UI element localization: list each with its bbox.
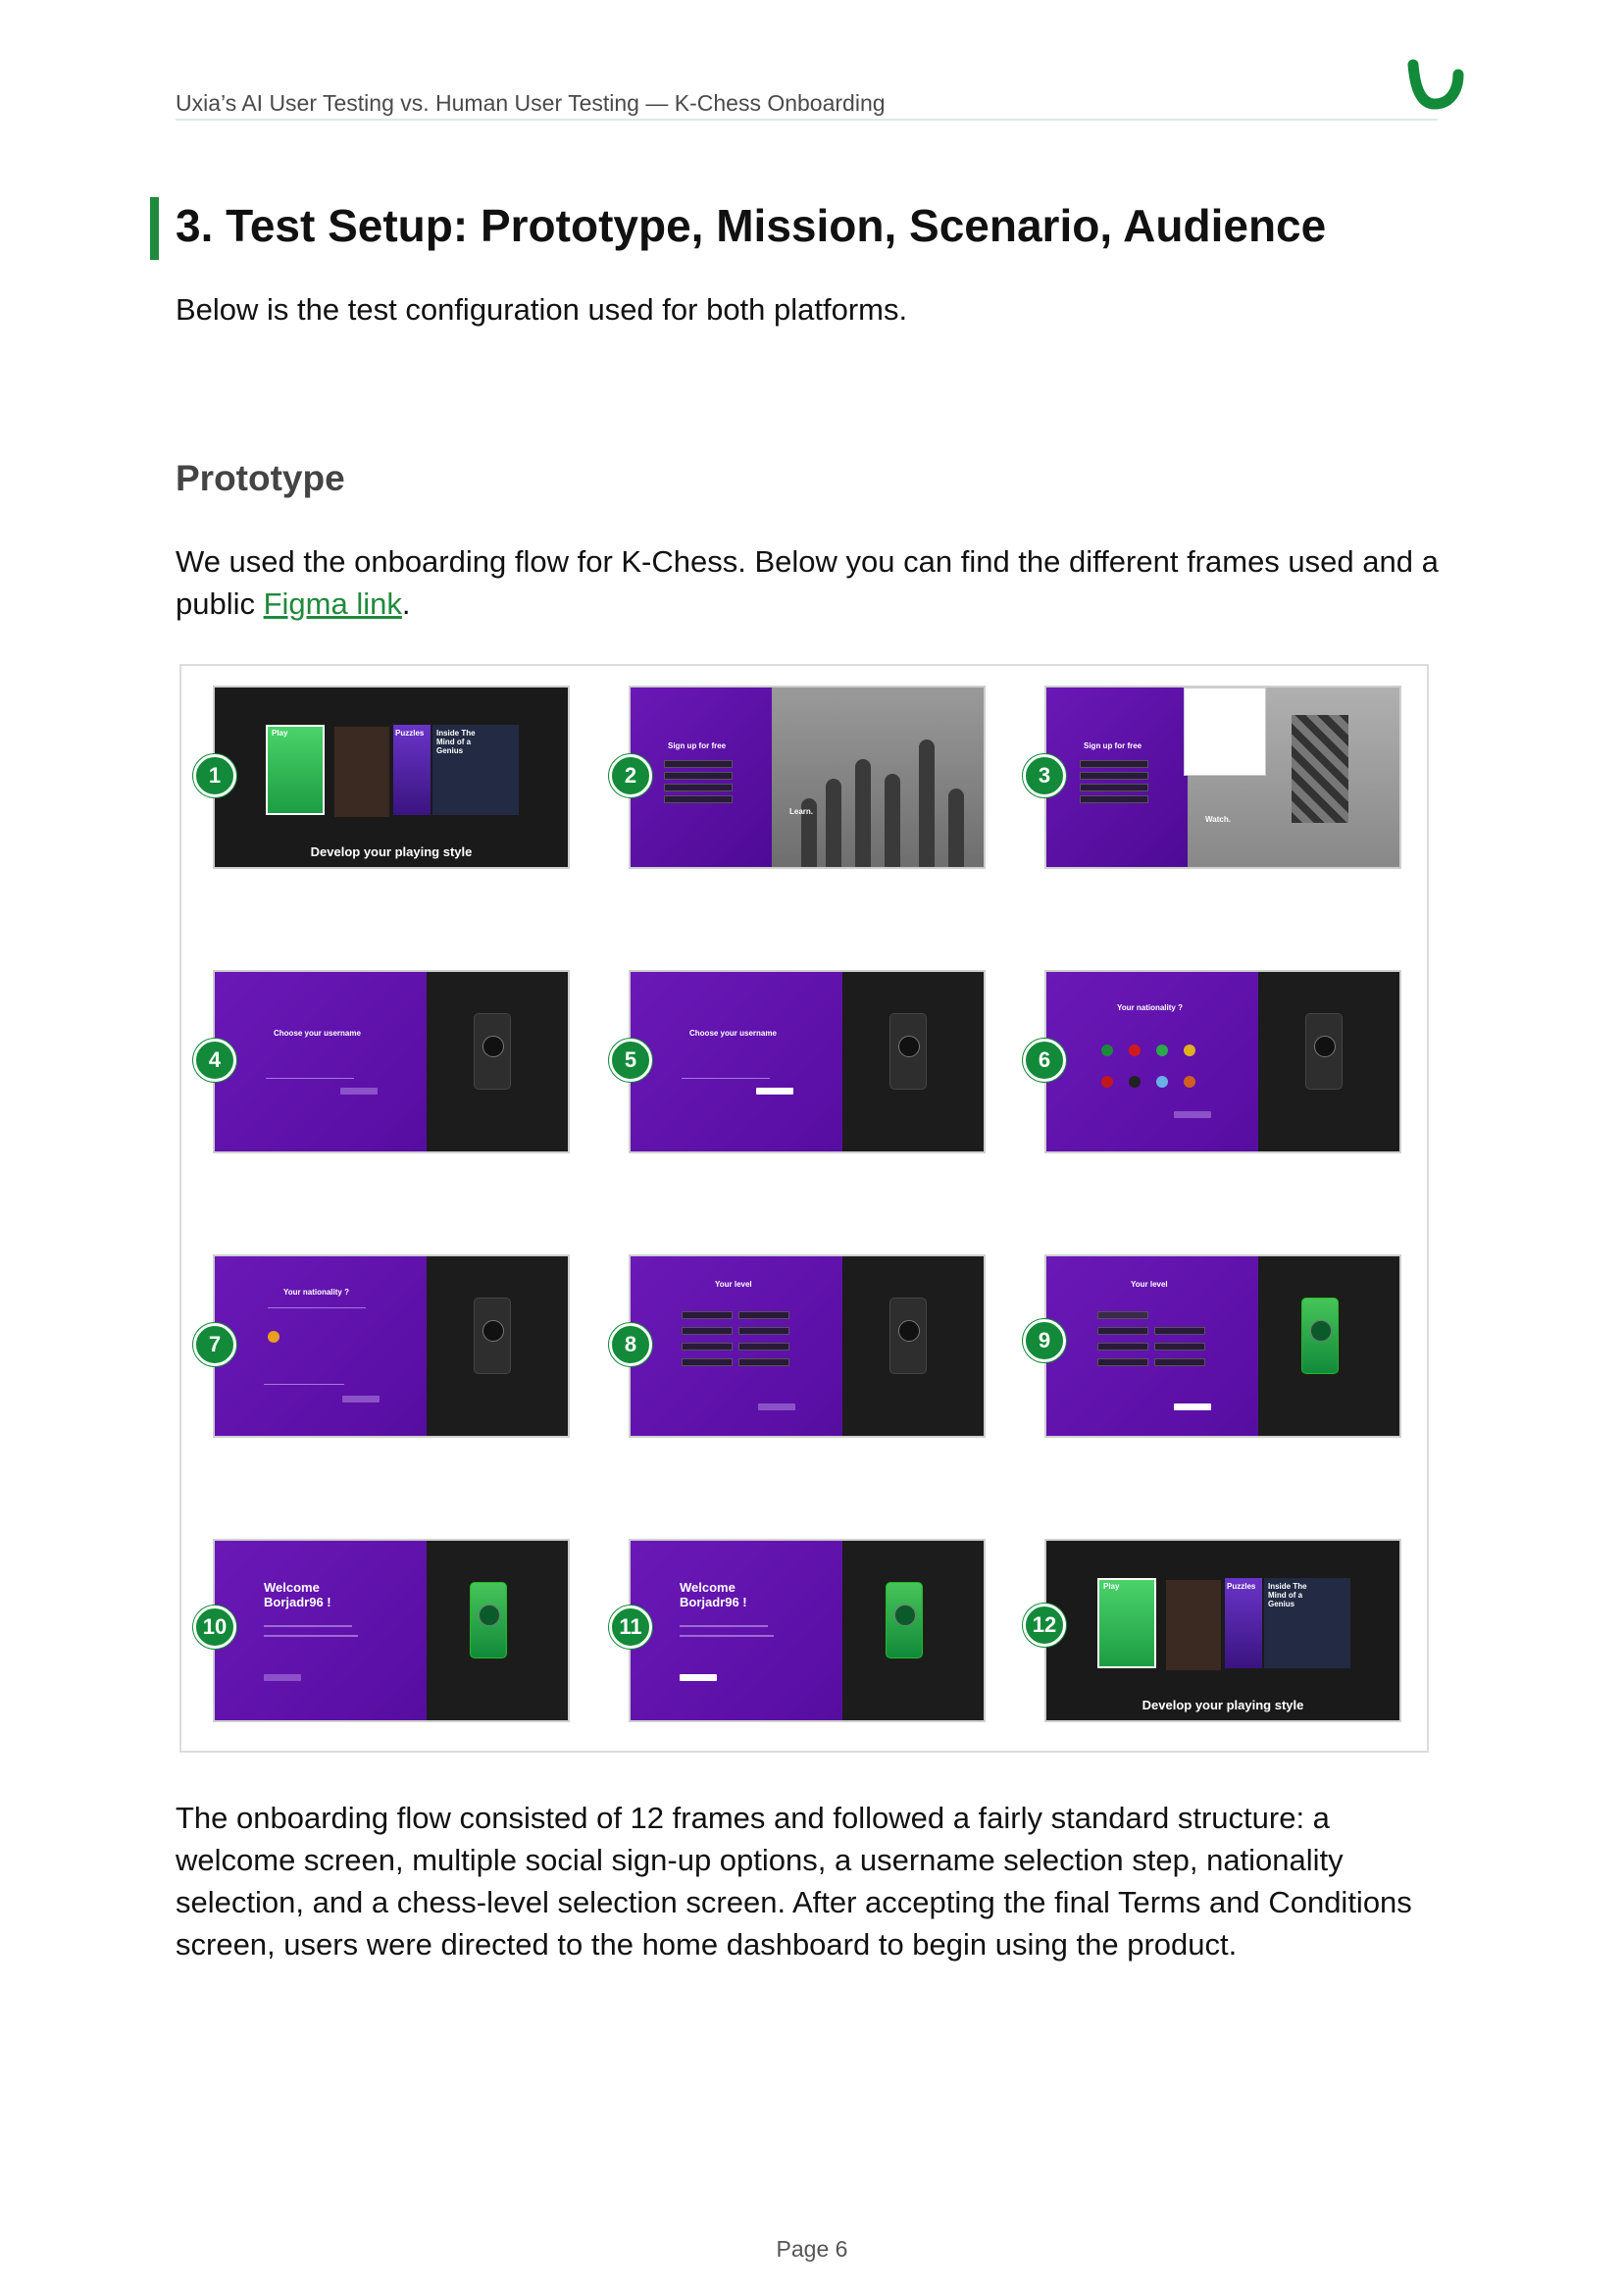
frame-12-play: Play <box>1103 1582 1120 1591</box>
figma-link[interactable]: Figma link <box>263 586 402 621</box>
frame-5-title: Choose your username <box>689 1029 777 1038</box>
badge-5: 5 <box>609 1039 652 1082</box>
prototype-description: The onboarding flow consisted of 12 frames and followed a fairly standard structure: a welcome screen, multiple social sign-up options, a username selection step, nationality selection, and a chess-level selection screen. After accepting the final Terms and Conditions screen, users were directed to the home dashboard to begin using the product. <box>176 1801 1412 1962</box>
badge-10: 10 <box>193 1606 236 1649</box>
badge-7: 7 <box>193 1323 236 1366</box>
frame-9 <box>1044 1254 1401 1438</box>
frame-7-title: Your nationality ? <box>283 1288 349 1297</box>
prototype-text: We used the onboarding flow for K-Chess. Below you can find the different frames used and a public <box>176 544 1439 621</box>
header-divider <box>176 119 1438 121</box>
badge-4: 4 <box>193 1039 236 1082</box>
frame-1-caption: Develop your playing style <box>310 844 473 859</box>
badge-12: 12 <box>1023 1604 1066 1647</box>
frame-10 <box>213 1539 570 1722</box>
frame-3-watch: Watch. <box>1205 815 1231 824</box>
frame-8-title: Your level <box>715 1280 752 1289</box>
section-intro: Below is the test configuration used for both platforms. <box>176 292 908 327</box>
frame-8 <box>629 1254 986 1438</box>
onboarding-frames-figure <box>179 664 1429 1753</box>
frame-3 <box>1044 686 1401 869</box>
frame-12-caption: Develop your playing style <box>1142 1698 1304 1712</box>
frame-5 <box>629 970 986 1153</box>
frame-2-learn: Learn. <box>789 807 814 816</box>
frame-1-inside: Inside The Mind of a Genius <box>436 729 476 755</box>
badge-2: 2 <box>609 754 652 797</box>
frame-2-title: Sign up for free <box>668 741 727 750</box>
section-title: 3. Test Setup: Prototype, Mission, Scenario, Audience <box>176 200 1327 251</box>
frame-2 <box>629 686 986 869</box>
frame-1-play: Play <box>272 729 288 738</box>
frame-3-title: Sign up for free <box>1084 741 1142 750</box>
frame-1-puzzles: Puzzles <box>395 729 425 738</box>
frame-1 <box>213 686 570 869</box>
badge-1: 1 <box>193 754 236 797</box>
frame-12-inside: Inside The Mind of a Genius <box>1268 1582 1307 1608</box>
badge-8: 8 <box>609 1323 652 1366</box>
badge-11: 11 <box>609 1606 652 1649</box>
frame-10-title: Welcome Borjadr96 ! <box>264 1580 331 1609</box>
running-header: Uxia’s AI User Testing vs. Human User Testing — K-Chess Onboarding <box>176 90 886 116</box>
badge-3: 3 <box>1023 754 1066 797</box>
frame-12 <box>1044 1539 1401 1722</box>
frame-11 <box>629 1539 986 1722</box>
badge-9: 9 <box>1023 1319 1066 1362</box>
prototype-heading: Prototype <box>176 458 345 498</box>
frame-7 <box>213 1254 570 1438</box>
frame-6 <box>1044 970 1401 1153</box>
frame-9-title: Your level <box>1131 1280 1168 1289</box>
heading-accent-bar <box>150 197 159 260</box>
prototype-text-end: . <box>401 586 411 621</box>
frame-6-title: Your nationality ? <box>1117 1003 1183 1012</box>
frame-12-puzzles: Puzzles <box>1227 1582 1256 1591</box>
frame-11-title: Welcome Borjadr96 ! <box>680 1580 747 1609</box>
prototype-paragraph <box>176 540 1450 625</box>
badge-6: 6 <box>1023 1039 1066 1082</box>
frame-4 <box>213 970 570 1153</box>
page-number: Page 6 <box>776 2236 848 2262</box>
uxia-logo-icon <box>1407 59 1464 116</box>
frame-4-title: Choose your username <box>274 1029 361 1038</box>
